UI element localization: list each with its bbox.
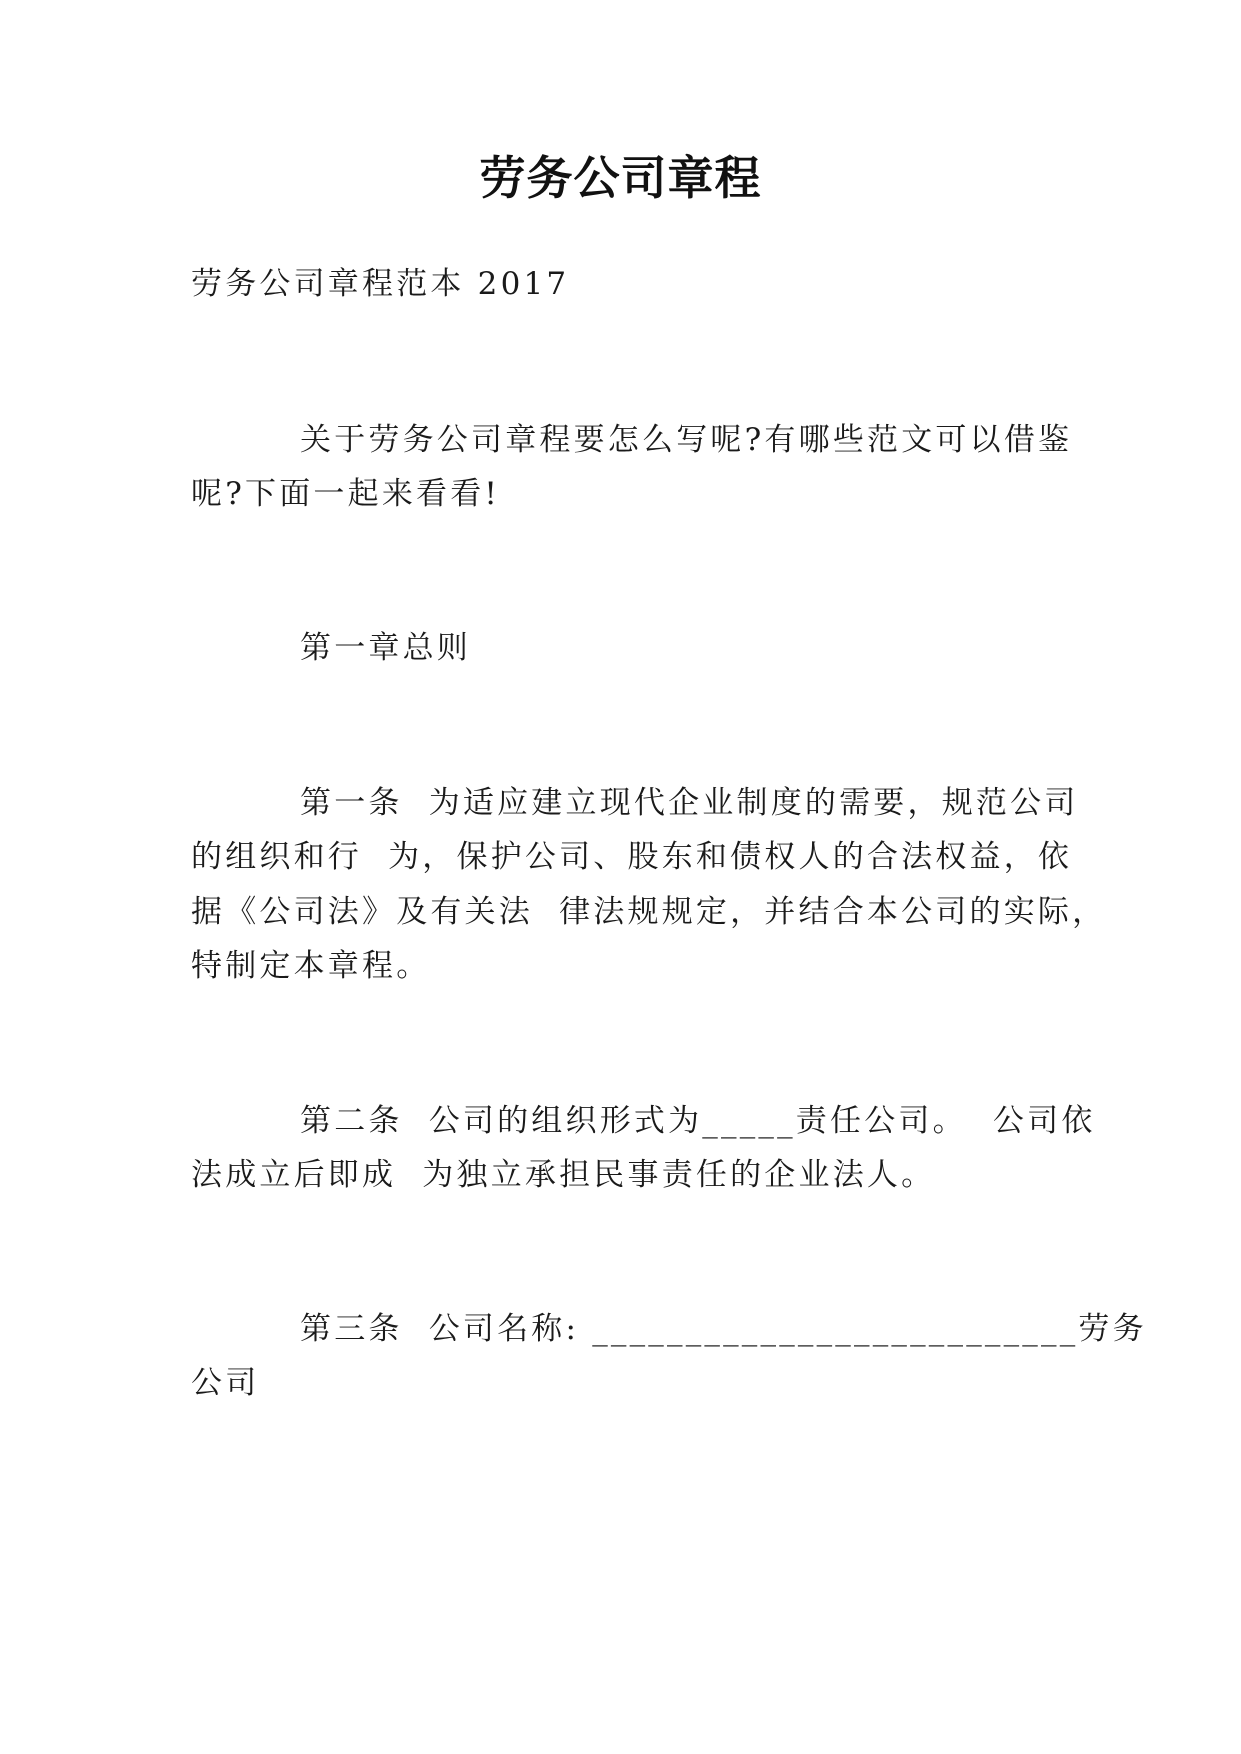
article-1-line-4: 特制定本章程。 bbox=[191, 948, 431, 984]
document-subtitle: 劳务公司章程范本 2017 bbox=[191, 266, 570, 302]
chapter-1-heading: 第一章总则 bbox=[300, 630, 471, 666]
document-title: 劳务公司章程 bbox=[479, 151, 762, 205]
article-2-line-1: 第二条 公司的组织形式为_____责任公司。 公司依 bbox=[300, 1103, 1096, 1139]
article-3-line-1: 第三条 公司名称: __________________________劳务 bbox=[300, 1311, 1147, 1347]
article-3-line-2: 公司 bbox=[191, 1365, 260, 1401]
article-2-line-2: 法成立后即成 为独立承担民事责任的企业法人。 bbox=[191, 1157, 936, 1193]
intro-line-2: 呢?下面一起来看看! bbox=[191, 476, 501, 512]
article-1-line-1: 第一条 为适应建立现代企业制度的需要，规范公司 bbox=[300, 785, 1079, 821]
intro-line-1: 关于劳务公司章程要怎么写呢?有哪些范文可以借鉴 bbox=[300, 422, 1073, 458]
article-1-line-3: 据《公司法》及有关法 律法规规定，并结合本公司的实际， bbox=[191, 894, 1107, 930]
article-1-line-2: 的组织和行 为，保护公司、股东和债权人的合法权益，依 bbox=[191, 839, 1073, 875]
